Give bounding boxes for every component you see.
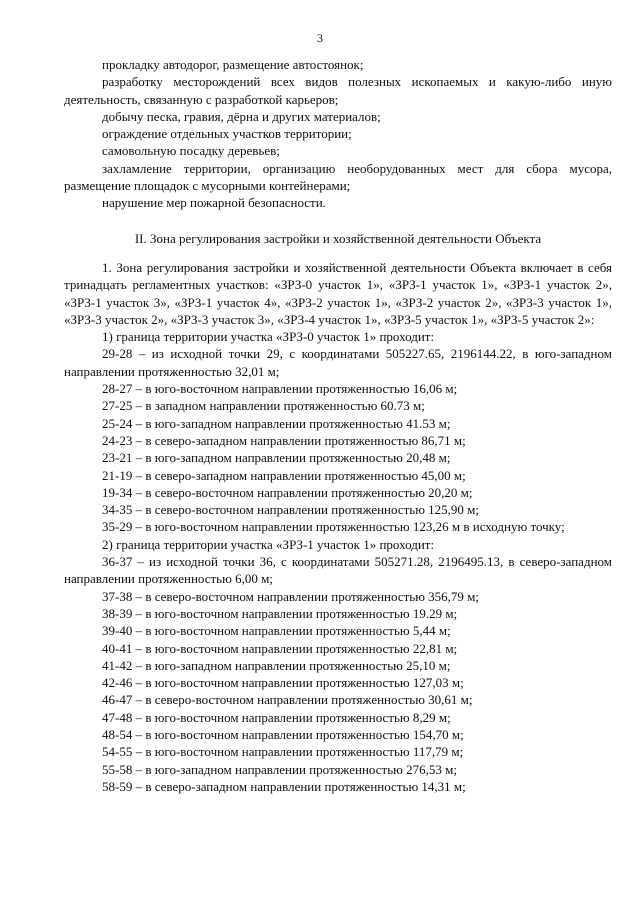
- boundary-segment: 46-47 – в северо-восточном направлении протяженностью 30,61 м;: [102, 692, 473, 708]
- boundary-segment: 55-58 – в юго-западном направлении протяженностью 276,53 м;: [102, 761, 457, 777]
- page-number: 3: [317, 31, 323, 45]
- boundary-segment: 54-55 – в юго-восточном направлении протяженностью 117,79 м;: [102, 744, 464, 760]
- list-item: прокладку автодорог, размещение автостоянок;: [102, 57, 364, 72]
- list-item: самовольную посадку деревьев;: [102, 143, 280, 159]
- boundary-segment: 36-37 – из исходной точки 36, с координатами 505271.28, 2196495.13, в северо-западном направлении протяженностью 6,00 м;: [64, 554, 612, 587]
- boundary-segment: 38-39 – в юго-восточном направлении протяженностью 19.29 м;: [102, 605, 458, 621]
- boundary-segment: 23-21 – в юго-западном направлении протяженностью 20,48 м;: [102, 450, 451, 466]
- document-body: [64, 56, 612, 795]
- boundary-title: 1) граница территории участка «ЗРЗ-0 участок 1» проходит:: [102, 329, 435, 345]
- list-item: ограждение отдельных участков территории;: [102, 126, 352, 142]
- boundary-segment: 29-28 – из исходной точки 29, с координатами 505227.65, 2196144.22, в юго-западном направлении протяженностью 32,01 м;: [64, 346, 612, 379]
- boundary-segment: 39-40 – в юго-восточном направлении протяженностью 5,44 м;: [102, 623, 451, 639]
- boundary-title: 2) граница территории участка «ЗРЗ-1 участок 1» проходит:: [102, 536, 435, 552]
- section-paragraph: 1. Зона регулирования застройки и хозяйственной деятельности Объекта включает в себя тринадцать регламентных участков: «ЗРЗ-0 участок 1», «ЗРЗ-1 участок 1», «ЗРЗ-1 участок 2», «ЗРЗ-1 участок 3», «ЗРЗ-1 участок 4», «ЗРЗ-2 участок 1», «ЗРЗ-2 участок 2», «ЗРЗ-3 участок 1», «ЗРЗ-3 участок 2», «ЗРЗ-3 участок 3», «ЗРЗ-4 участок 1», «ЗРЗ-5 участок 1», «ЗРЗ-5 участок 2»:: [64, 259, 612, 327]
- boundary-segment: 42-46 – в юго-восточном направлении протяженностью 127,03 м;: [102, 675, 464, 691]
- list-item: добычу песка, гравия, дёрна и других материалов;: [102, 108, 381, 124]
- boundary-segment: 35-29 – в юго-восточном направлении протяженностью 123,26 м в исходную точку;: [102, 519, 565, 535]
- boundary-segment: 40-41 – в юго-восточном направлении протяженностью 22,81 м;: [102, 640, 458, 656]
- boundary-segment: 24-23 – в северо-западном направлении протяженностью 86,71 м;: [102, 432, 466, 448]
- boundary-segment: 41-42 – в юго-западном направлении протяженностью 25,10 м;: [102, 657, 451, 673]
- boundary-segment: 48-54 – в юго-восточном направлении протяженностью 154,70 м;: [102, 726, 464, 742]
- boundary-segment: 27-25 – в западном направлении протяженностью 60.73 м;: [102, 398, 425, 414]
- boundary-segment: 47-48 – в юго-восточном направлении протяженностью 8,29 м;: [102, 709, 451, 725]
- boundary-segment: 34-35 – в северо-восточном направлении протяженностью 125,90 м;: [102, 502, 480, 518]
- list-item: захламление территории, организацию необорудованных мест для сбора мусора, размещение площадок с мусорными контейнерами;: [64, 160, 612, 194]
- list-item: нарушение мер пожарной безопасности.: [102, 195, 326, 211]
- boundary-segment: 21-19 – в северо-западном направлении протяженностью 45,00 м;: [102, 467, 466, 483]
- boundary-segment: 25-24 – в юго-западном направлении протяженностью 41.53 м;: [102, 415, 451, 431]
- list-item: разработку месторождений всех видов полезных ископаемых и какую-либо иную деятельность, связанную с разработкой карьеров;: [64, 74, 612, 107]
- boundary-segment: 37-38 – в северо-восточном направлении протяженностью 356,79 м;: [102, 588, 480, 604]
- boundary-segment: 19-34 – в северо-восточном направлении протяженностью 20,20 м;: [102, 484, 473, 500]
- boundary-segment: 58-59 – в северо-западном направлении протяженностью 14,31 м;: [102, 778, 466, 794]
- section-heading: II. Зона регулирования застройки и хозяйственной деятельности Объекта: [134, 230, 542, 246]
- boundary-segment: 28-27 – в юго-восточном направлении протяженностью 16,06 м;: [102, 381, 458, 397]
